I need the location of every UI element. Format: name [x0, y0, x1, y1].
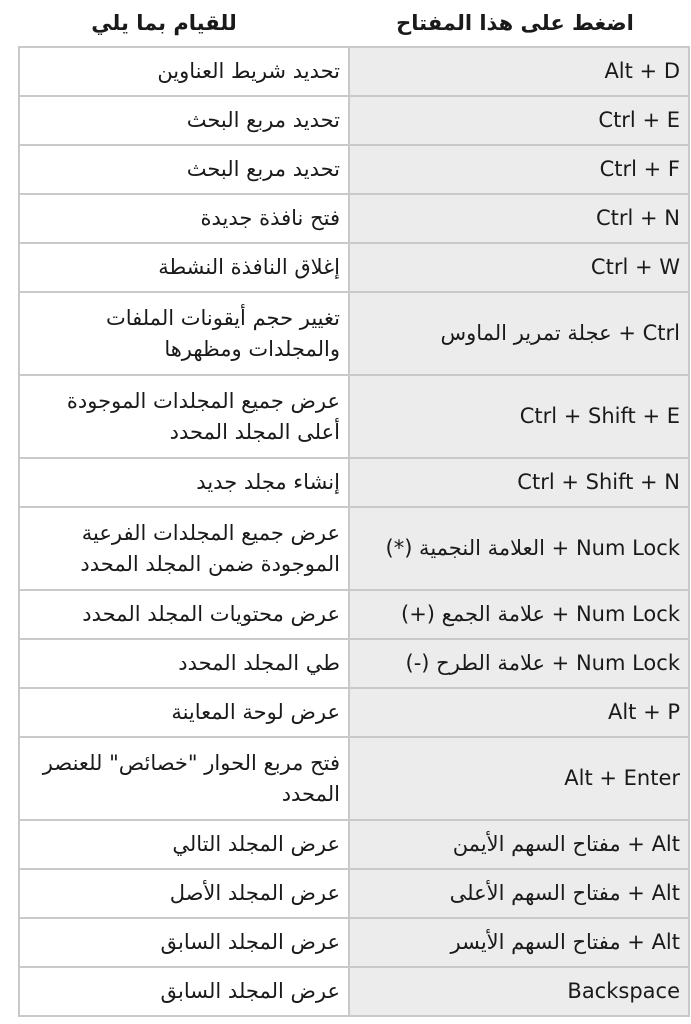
action-cell: عرض محتويات المجلد المحدد: [19, 590, 349, 639]
key-cell: Ctrl + N: [349, 194, 689, 243]
shortcuts-table: [18, 46, 690, 1017]
action-cell: فتح نافذة جديدة: [19, 194, 349, 243]
header-key-column: اضغط على هذا المفتاح: [396, 11, 634, 35]
key-cell: Alt + مفتاح السهم الأيسر: [349, 918, 689, 967]
key-cell: Num Lock + العلامة النجمية (*): [349, 507, 689, 590]
action-cell: طي المجلد المحدد: [19, 639, 349, 688]
table-row: [19, 737, 689, 820]
key-cell: Alt + مفتاح السهم الأيمن: [349, 820, 689, 869]
key-cell: Ctrl + عجلة تمرير الماوس: [349, 292, 689, 375]
action-cell: فتح مربع الحوار "خصائص" للعنصر المحدد: [19, 737, 349, 820]
key-cell: Num Lock + علامة الجمع (+): [349, 590, 689, 639]
header-action-column: للقيام بما يلي: [91, 11, 237, 35]
table-row: [19, 688, 689, 737]
key-cell: Alt + Enter: [349, 737, 689, 820]
action-cell: تحديد شريط العناوين: [19, 47, 349, 96]
table-header: [0, 0, 691, 46]
key-cell: Ctrl + Shift + N: [349, 458, 689, 507]
table-row: [19, 507, 689, 590]
key-cell: Num Lock + علامة الطرح (-): [349, 639, 689, 688]
table-row: [19, 590, 689, 639]
key-cell: Alt + P: [349, 688, 689, 737]
table-row: [19, 639, 689, 688]
action-cell: إنشاء مجلد جديد: [19, 458, 349, 507]
action-cell: إغلاق النافذة النشطة: [19, 243, 349, 292]
table-row: [19, 47, 689, 96]
table-row: [19, 96, 689, 145]
key-cell: Alt + مفتاح السهم الأعلى: [349, 869, 689, 918]
table-row: [19, 820, 689, 869]
action-cell: عرض جميع المجلدات الفرعية الموجودة ضمن المجلد المحدد: [19, 507, 349, 590]
key-cell: Ctrl + F: [349, 145, 689, 194]
key-cell: Ctrl + Shift + E: [349, 375, 689, 458]
table-row: [19, 243, 689, 292]
table-row: [19, 918, 689, 967]
table-row: [19, 375, 689, 458]
action-cell: عرض جميع المجلدات الموجودة أعلى المجلد المحدد: [19, 375, 349, 458]
table-row: [19, 869, 689, 918]
table-row: [19, 292, 689, 375]
key-cell: Alt + D: [349, 47, 689, 96]
action-cell: تحديد مربع البحث: [19, 145, 349, 194]
key-cell: Ctrl + W: [349, 243, 689, 292]
action-cell: عرض لوحة المعاينة: [19, 688, 349, 737]
action-cell: تغيير حجم أيقونات الملفات والمجلدات ومظهرها: [19, 292, 349, 375]
key-cell: Backspace: [349, 967, 689, 1016]
action-cell: تحديد مربع البحث: [19, 96, 349, 145]
action-cell: عرض المجلد السابق: [19, 918, 349, 967]
action-cell: عرض المجلد الأصل: [19, 869, 349, 918]
action-cell: عرض المجلد السابق: [19, 967, 349, 1016]
table-row: [19, 458, 689, 507]
table-row: [19, 967, 689, 1016]
table-row: [19, 145, 689, 194]
action-cell: عرض المجلد التالي: [19, 820, 349, 869]
key-cell: Ctrl + E: [349, 96, 689, 145]
table-row: [19, 194, 689, 243]
